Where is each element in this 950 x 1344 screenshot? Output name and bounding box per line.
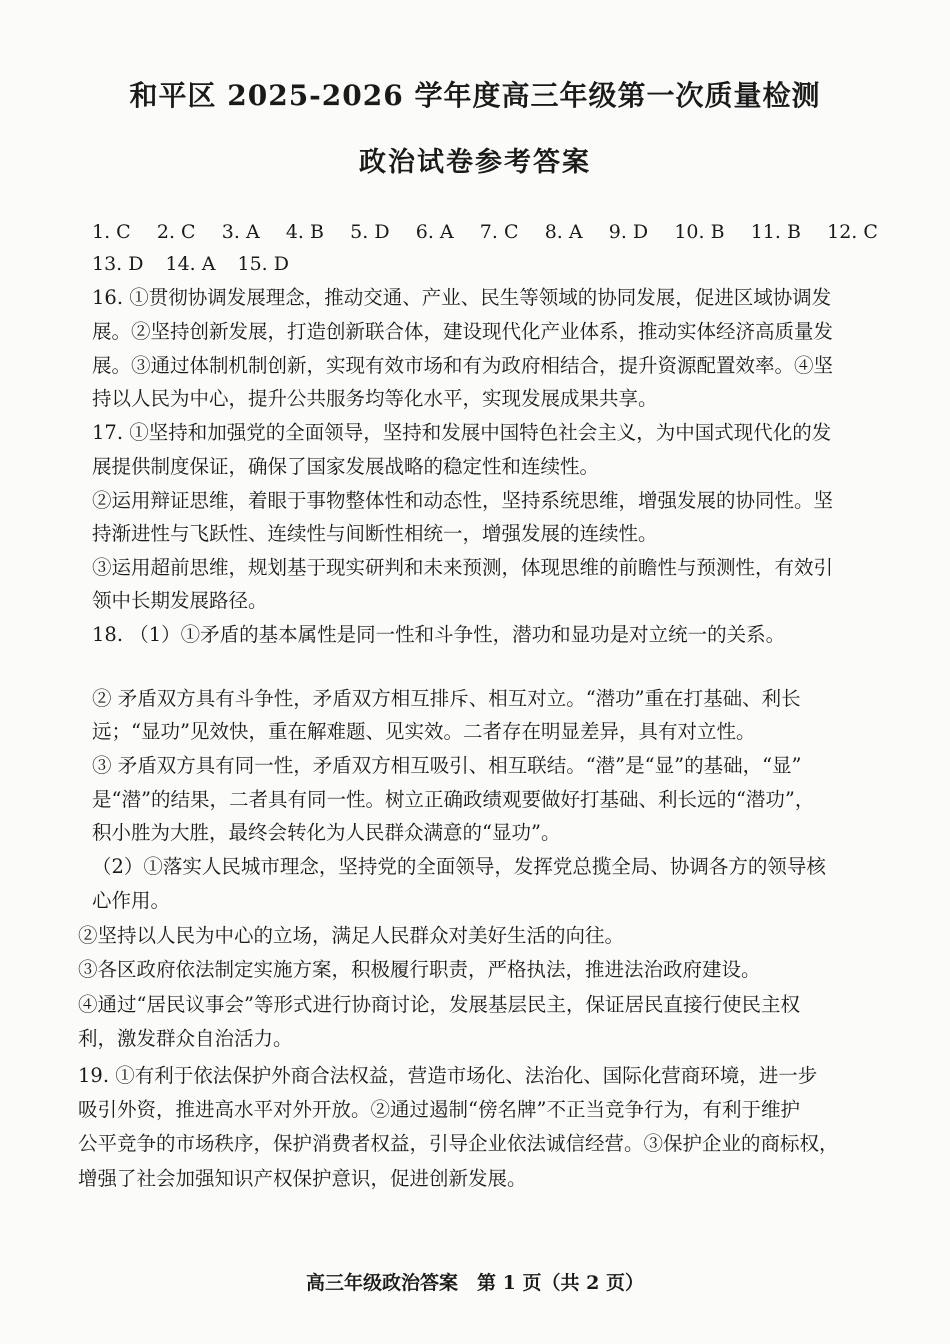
- mcq-answer: 13. D: [92, 253, 144, 275]
- answer-line: ③各区政府依法制定实施方案，积极履行职责，严格执法，推进法治政府建设。: [78, 958, 761, 981]
- answer-line: ③运用超前思维，规划基于现实研判和未来预测，体现思维的前瞻性与预测性，有效引: [92, 556, 834, 579]
- mcq-answer: 10. B: [674, 221, 725, 243]
- mcq-answer: 6. A: [415, 221, 454, 243]
- answer-line: 展。③通过体制机制创新，实现有效市场和有为政府相结合，提升资源配置效率。④坚: [92, 354, 834, 377]
- answer-line: 持渐进性与飞跃性、连续性与间断性相统一，增强发展的连续性。: [92, 522, 658, 545]
- answer-line: ③ 矛盾双方具有同一性，矛盾双方相互吸引、相互联结。“潜”是“显”的基础，“显”: [92, 754, 802, 777]
- answer-line: 19. ①有利于依法保护外商合法权益，营造市场化、法治化、国际化营商环境，进一步: [78, 1064, 818, 1087]
- mcq-answer: 1. C: [92, 221, 131, 243]
- answer-line: ②运用辩证思维，着眼于事物整体性和动态性，坚持系统思维，增强发展的协同性。坚: [92, 489, 834, 512]
- answer-line: 展。②坚持创新发展，打造创新联合体，建设现代化产业体系，推动实体经济高质量发: [92, 320, 834, 343]
- answer-line: 领中长期发展路径。: [92, 589, 268, 612]
- answer-line: 16. ①贯彻协调发展理念，推动交通、产业、民生等领域的协同发展，促进区域协调发: [92, 286, 832, 309]
- mcq-answer: 4. B: [285, 221, 324, 243]
- mcq-answer: 3. A: [221, 221, 260, 243]
- answer-line: 展提供制度保证，确保了国家发展战略的稳定性和连续性。: [92, 455, 600, 478]
- answer-line: 持以人民为中心，提升公共服务均等化水平，实现发展成果共享。: [92, 387, 658, 410]
- answer-line: 积小胜为大胜，最终会转化为人民群众满意的“显功”。: [92, 821, 561, 844]
- mcq-answers-row-1: [92, 220, 878, 244]
- mcq-answer: 7. C: [479, 221, 519, 243]
- mcq-answer: 9. D: [608, 221, 649, 243]
- mcq-answer: 15. D: [237, 253, 289, 275]
- mcq-answers-row-2: [92, 252, 289, 276]
- answer-line: ② 矛盾双方具有斗争性，矛盾双方相互排斥、相互对立。“潜功”重在打基础、利长: [92, 687, 801, 710]
- answer-line: ④通过“居民议事会”等形式进行协商讨论，发展基层民主，保证居民直接行使民主权: [78, 993, 800, 1016]
- answer-line: 远；“显功”见效快，重在解难题、见实效。二者存在明显差异，具有对立性。: [92, 720, 756, 743]
- mcq-answer: 2. C: [156, 221, 196, 243]
- mcq-answer: 8. A: [544, 221, 583, 243]
- page-subtitle: 政治试卷参考答案: [359, 147, 591, 178]
- answer-line: 利，激发群众自治活力。: [78, 1027, 293, 1050]
- answer-line: 吸引外资，推进高水平对外开放。②通过遏制“傍名牌”不正当竞争行为，有利于维护: [78, 1098, 800, 1121]
- answer-line: ②坚持以人民为中心的立场，满足人民群众对美好生活的向往。: [78, 924, 625, 947]
- page-footer: 高三年级政治答案 第 1 页（共 2 页）: [306, 1272, 644, 1294]
- answer-line: 增强了社会加强知识产权保护意识，促进创新发展。: [78, 1167, 527, 1190]
- mcq-answer: 12. C: [827, 221, 878, 243]
- answer-line: 是“潜”的结果，二者具有同一性。树立正确政绩观要做好打基础、利长远的“潜功”，: [92, 788, 815, 811]
- answer-line: （2）①落实人民城市理念，坚持党的全面领导，发挥党总揽全局、协调各方的领导核: [92, 855, 826, 878]
- mcq-answer: 14. A: [165, 253, 216, 275]
- answer-line: 18. （1）①矛盾的基本属性是同一性和斗争性，潜功和显功是对立统一的关系。: [92, 623, 786, 646]
- answer-line: 17. ①坚持和加强党的全面领导，坚持和发展中国特色社会主义，为中国式现代化的发: [92, 421, 832, 444]
- answer-line: 心作用。: [92, 889, 171, 912]
- mcq-answer: 5. D: [350, 221, 390, 243]
- mcq-answer: 11. B: [750, 221, 801, 243]
- answer-line: 公平竞争的市场秩序，保护消费者权益，引导企业依法诚信经营。③保护企业的商标权，: [78, 1132, 839, 1155]
- page-title: 和平区 2025-2026 学年度高三年级第一次质量检测: [129, 79, 821, 112]
